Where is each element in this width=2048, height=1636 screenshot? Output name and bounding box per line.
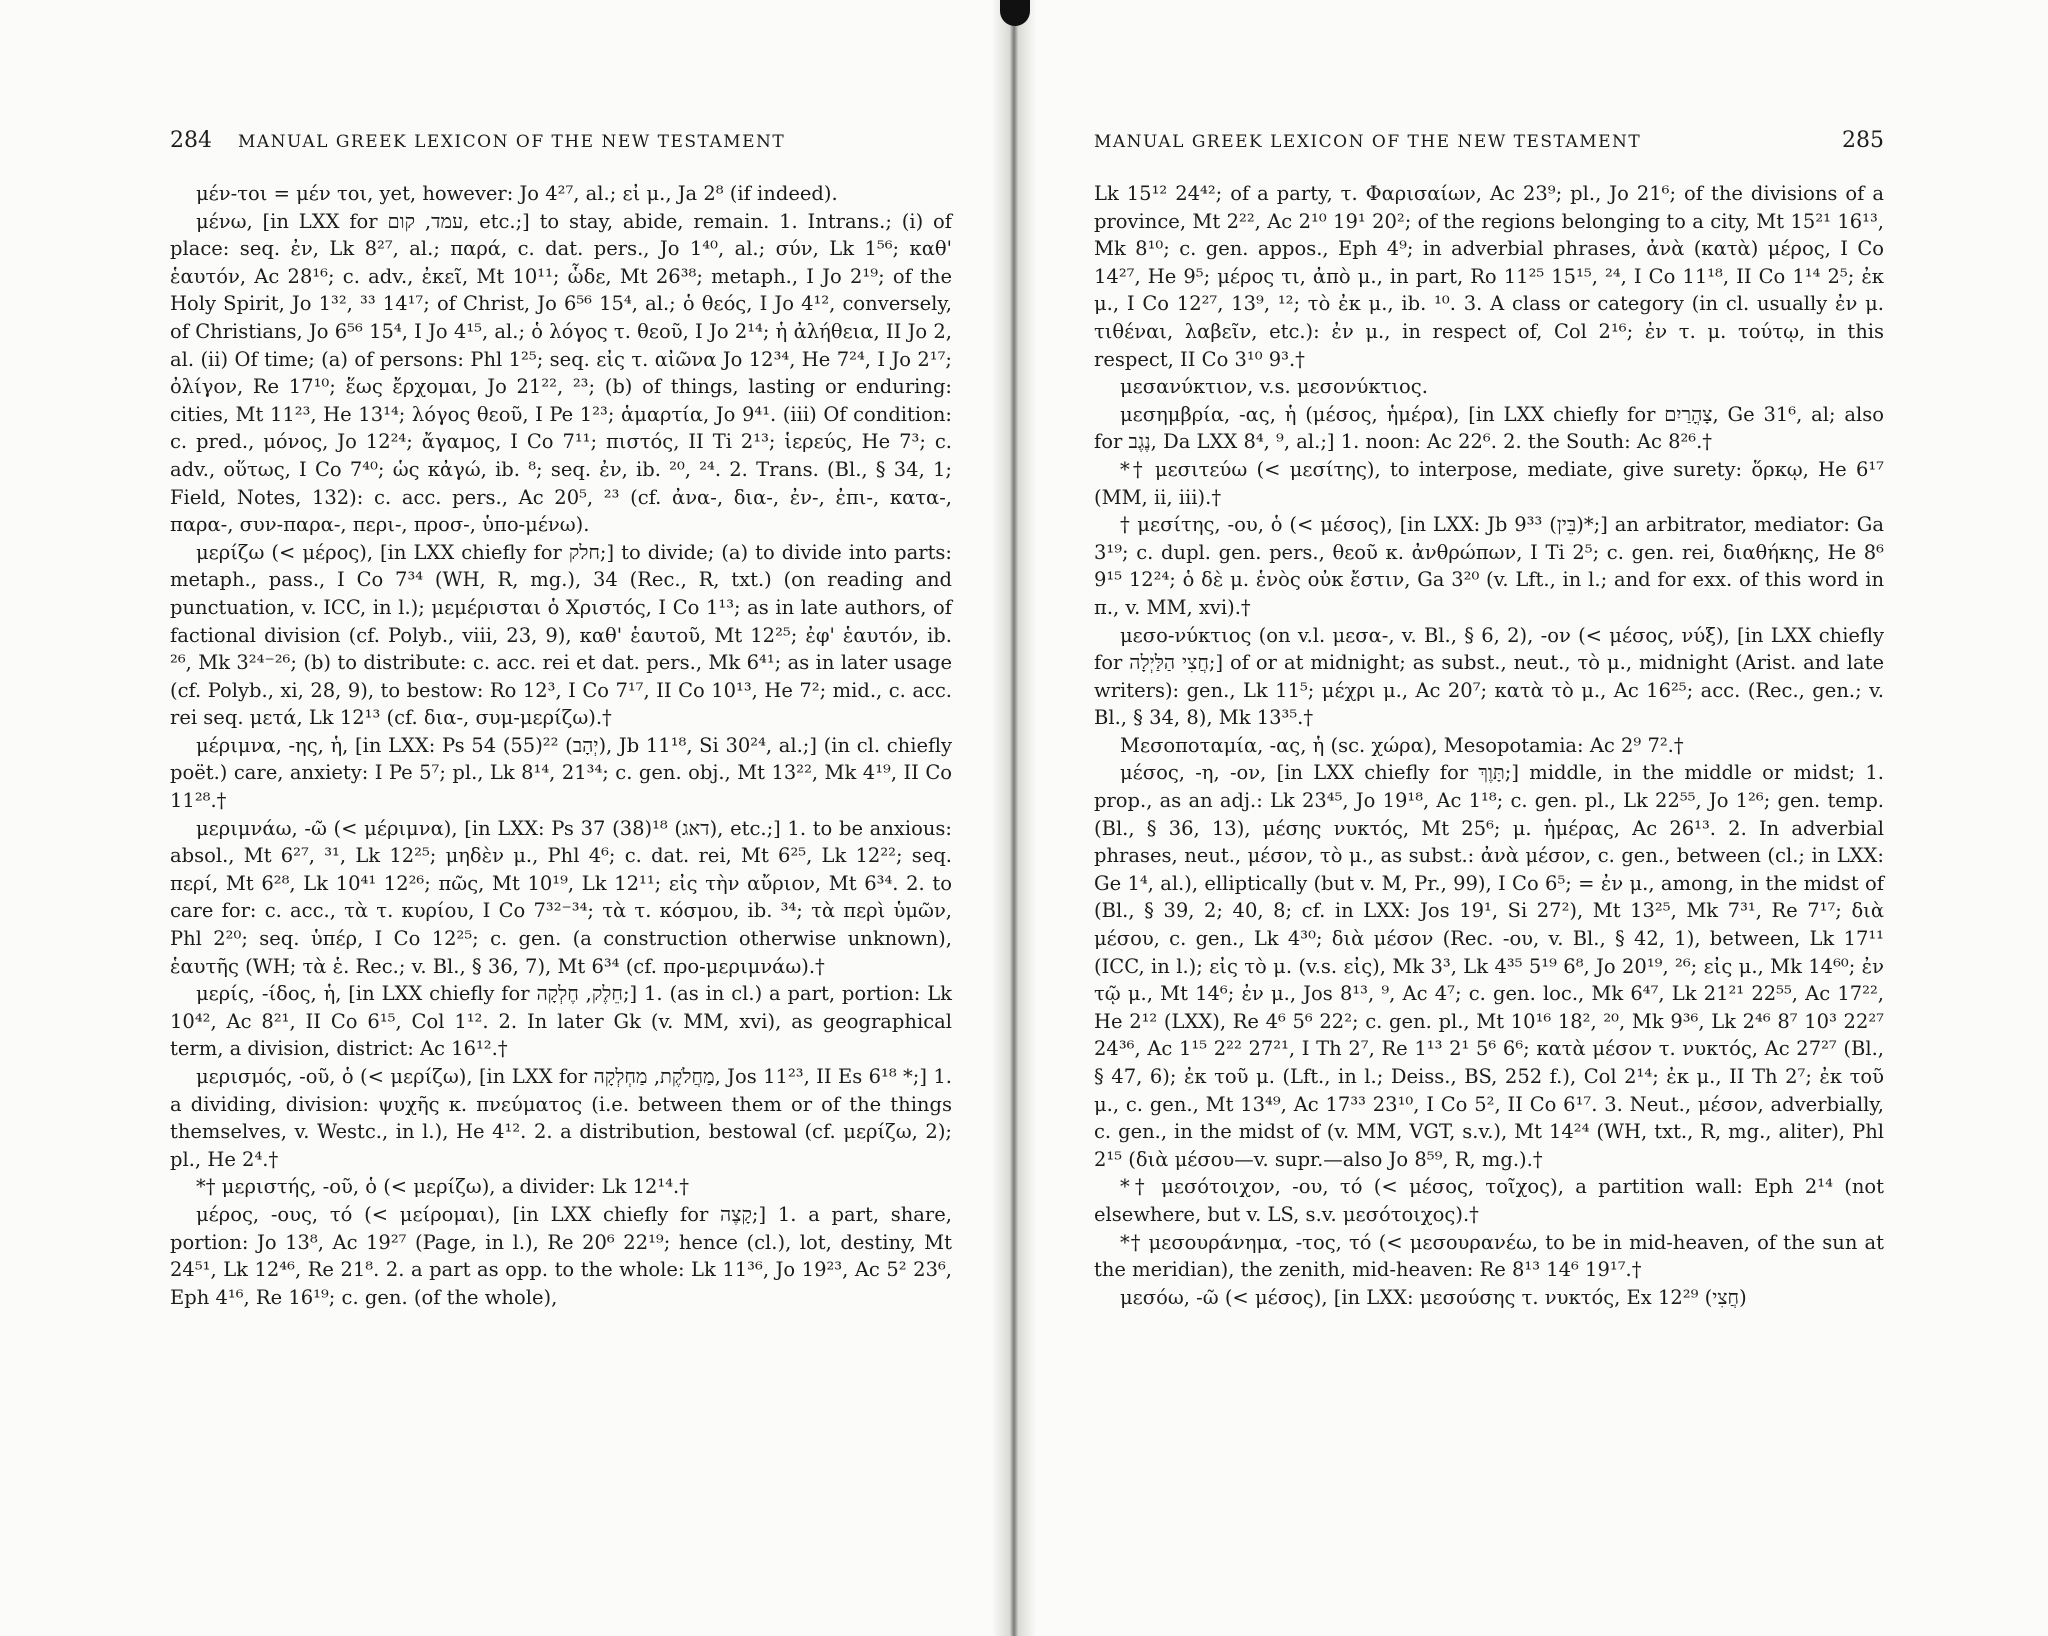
entry-mesonyktios: μεσο-νύκτιος (on v.l. μεσα-, v. Bl., § 6, 2), -ον (< μέσος, νύξ), [in LXX chiefly for חֲצִי הַלַּיְלָה;] of or at midnight; as subst., neut., τὸ μ., midnight (Arist. and late writers): gen., Lk 11⁵; μέχρι μ., Ac 20⁷; κατὰ τὸ μ., Ac 16²⁵; acc. (Rec., gen.; v. Bl., § 34, 8), Mk 13³⁵.† [1094, 623, 1884, 730]
entry-mesites: † μεσίτης, -ου, ὁ (< μέσος), [in LXX: Jb 9³³ (בֵּין)*;] an arbitrator, mediator: Ga 3¹⁹; c. dupl. gen. pers., θεοῦ κ. ἀνθρώπων, I Ti 2⁵; c. gen. rei, διαθήκης, He 8⁶ 9¹⁵ 12²⁴; ὁ δὲ μ. ἑνὸς οὐκ ἔστιν, Ga 3²⁰ (v. Lft., in l.; and for exx. of this word in π., v. MM, xvi).† [1094, 513, 1884, 619]
right-running-head [1094, 128, 1884, 162]
entry-meros-cont: Lk 15¹² 24⁴²; of a party, τ. Φαρισαίων, Ac 23⁹; pl., Jo 21⁶; of the divisions of a province, Mt 2²², Ac 2¹⁰ 19¹ 20²; of the regions belonging to a city, Mt 15²¹ 16¹³, Mk 8¹⁰; c. gen. appos., Eph 4⁹; in adverbial phrases, ἀνὰ (κατὰ) μέρος, I Co 14²⁷, He 9⁵; μέρος τι, ἀπὸ μ., in part, Ro 11²⁵ 15¹⁵, ²⁴, I Co 11¹⁸, II Co 1¹⁴ 2⁵; ἐκ μ., I Co 12²⁷, 13⁹, ¹²; τὸ ἐκ μ., ib. ¹⁰. 3. A class or category (in cl. usually ἐν μ. τιθέναι, λαβεῖν, etc.): ἐν μ., in respect of, Col 2¹⁶; ἐν τ. μ. τούτῳ, in this respect, II Co 3¹⁰ 9³.† [1094, 182, 1884, 371]
right-column [1094, 180, 1884, 1311]
right-page-number: 285 [1842, 128, 1884, 153]
left-running-head [170, 128, 930, 162]
entry-meros: μέρος, -ους, τό (< μείρομαι), [in LXX chiefly for קָצֶה;] 1. a part, share, portion: Jo 13⁸, Ac 19²⁷ (Page, in l.), Re 20⁶ 22¹⁹; hence (cl.), lot, destiny, Mt 24⁵¹, Lk 12⁴⁶, Re 21⁸. 2. a part as opp. to the whole: Lk 11³⁶, Jo 19²³, Ac 5² 23⁶, Eph 4¹⁶, Re 16¹⁹; c. gen. (of the whole), [170, 1202, 952, 1309]
left-page [0, 0, 1010, 1636]
left-page-number: 284 [170, 128, 212, 153]
entry-mesos: μέσος, -η, -ον, [in LXX chiefly for תָּוֶךְ;] middle, in the middle or midst; 1. prop., as an adj.: Lk 23⁴⁵, Jo 19¹⁸, Ac 1¹⁸; c. gen. pl., Lk 22⁵⁵, Jo 1²⁶; gen. temp. (Bl., § 36, 13), μέσης νυκτός, Mt 25⁶; μ. ἡμέρας, Ac 26¹³. 2. In adverbial phrases, neut., μέσον, τὸ μ., as subst.: ἀνὰ μέσον, c. gen., between (cl.; in LXX: Ge 1⁴, al.), elliptically (but v. M, Pr., 99), I Co 6⁵; = ἐν μ., among, in the midst of (Bl., § 39, 2; 40, 8; cf. in LXX: Jos 19¹, Si 27²), Mt 13²⁵, Mk 7³¹, Re 7¹⁷; διὰ μέσου, c. gen., Lk 4³⁰; διὰ μέσον (Rec. -ου, v. Bl., § 42, 1), between, Lk 17¹¹ (ICC, in l.); εἰς τὸ μ. (v.s. εἰς), Mk 3³, Lk 4³⁵ 5¹⁹ 6⁸, Jo 20¹⁹, ²⁶; εἰς μ., Mk 14⁶⁰; ἐν τῷ μ., Mt 14⁶; ἐν μ., Jos 8¹³, ⁹, Ac 4⁷; c. gen. loc., Mk 6⁴⁷, Lk 21²¹ 22⁵⁵, Ac 17²², He 2¹² (LXX), Re 4⁶ 5⁶ 22²; c. gen. pl., Mt 10¹⁶ 18², ²⁰, Mk 9³⁶, Lk 2⁴⁶ 8⁷ 10³ 22²⁷ 24³⁶, Ac 1¹⁵ 2²² 27²¹, I Th 2⁷, Re 1¹³ 2¹ 5⁶ 6⁶; κατὰ μέσον τ. νυκτός, Ac 27²⁷ (Bl., § 47, 6); ἐκ τοῦ μ. (Lft., in l.; Deiss., BS, 252 f.), Col 2¹⁴; ἐκ μ., II Th 2⁷; ἐκ τοῦ μ., c. gen., Mt 13⁴⁹, Ac 17³³ 23¹⁰, I Co 5², II Co 6¹⁷. 3. Neut., μέσον, adverbially, c. gen., in the midst of (v. MM, VGT, s.v.), Mt 14²⁴ (WH, txt., R, mg., aliter), Phl 2¹⁵ (διὰ μέσου—v. supr.—also Jo 8⁵⁹, R, mg.).† [1094, 761, 1884, 1171]
entry-meristes: *† μεριστής, -οῦ, ὁ (< μερίζω), a divider: Lk 12¹⁴.† [196, 1175, 689, 1199]
entry-meris: μερίς, -ίδος, ἡ, [in LXX chiefly for חֵלֶק, חֶלְקָה;] 1. (as in cl.) a part, portion: Lk 10⁴², Ac 8²¹, II Co 6¹⁵, Col 1¹². 2. In later Gk (v. MM, xvi), as geographical term, a division, district: Ac 16¹².† [170, 982, 952, 1061]
entry-meno: μένω, [in LXX for עמד, קום, etc.;] to stay, abide, remain. 1. Intrans.; (i) of place: seq. ἐν, Lk 8²⁷, al.; παρά, c. dat. pers., Jo 1⁴⁰, al.; σύν, Lk 1⁵⁶; καθ' ἑαυτόν, Ac 28¹⁶; c. adv., ἐκεῖ, Mt 10¹¹; ὧδε, Mt 26³⁸; metaph., I Jo 2¹⁹; of the Holy Spirit, Jo 1³², ³³ 14¹⁷; of Christ, Jo 6⁵⁶ 15⁴, al.; ὁ θεός, I Jo 4¹², conversely, of Christians, Jo 6⁵⁶ 15⁴, I Jo 4¹⁵, al.; ὁ λόγος τ. θεοῦ, I Jo 2¹⁴; ἡ ἀλήθεια, II Jo 2, al. (ii) Of time; (a) of persons: Phl 1²⁵; seq. εἰς τ. αἰῶνα Jo 12³⁴, He 7²⁴, I Jo 2¹⁷; ὀλίγον, Re 17¹⁰; ἕως ἔρχομαι, Jo 21²², ²³; (b) of things, lasting or enduring: cities, Mt 11²³, He 13¹⁴; λόγος θεοῦ, I Pe 1²³; ἁμαρτία, Jo 9⁴¹. (iii) Of condition: c. pred., μόνος, Jo 12²⁴; ἄγαμος, I Co 7¹¹; πιστός, II Ti 2¹³; ἱερεύς, He 7³; c. adv., οὕτως, I Co 7⁴⁰; ὡς κἀγώ, ib. ⁸; seq. ἐν, ib. ²⁰, ²⁴. 2. Trans. (Bl., § 34, 1; Field, Notes, 132): c. acc. pers., Ac 20⁵, ²³ (cf. ἀνα-, δια-, ἐν-, ἐπι-, κατα-, παρα-, συν-παρα-, περι-, προσ-, ὑπο-μένω). [170, 209, 953, 537]
entry-mesembria: μεσημβρία, -ας, ἡ (μέσος, ἡμέρα), [in LXX chiefly for צָהֳרַיִם, Ge 31⁶, al; also for נֶגֶב, Da LXX 8⁴, ⁹, al.;] 1. noon: Ac 22⁶. 2. the South: Ac 8²⁶.† [1094, 402, 1884, 454]
entry-merizo: μερίζω (< μέρος), [in LXX chiefly for חלק;] to divide; (a) to divide into parts: metaph., pass., I Co 7³⁴ (WH, R, mg.), 34 (Rec., R, txt.) (on reading and punctuation, v. ICC, in l.); μεμέρισται ὁ Χριστός, I Co 1¹³; as in late authors, of factional division (cf. Polyb., viii, 23, 9), καθ' ἑαυτοῦ, Mt 12²⁵; ἐφ' ἑαυτόν, ib. ²⁶, Mk 3²⁴⁻²⁶; (b) to distribute: c. acc. rei et dat. pers., Mk 6⁴¹; as in later usage (cf. Polyb., xi, 28, 9), to bestow: Ro 12³, I Co 7¹⁷, II Co 10¹³, He 7²; mid., c. acc. rei seq. μετά, Lk 12¹³ (cf. δια-, συμ-μερίζω).† [170, 540, 952, 730]
entry-mesanyktion: μεσανύκτιον, v.s. μεσονύκτιος. [1120, 375, 1428, 399]
book-gutter [992, 0, 1036, 1636]
entry-mesiteuo: *† μεσιτεύω (< μεσίτης), to interpose, mediate, give surety: ὅρκῳ, He 6¹⁷ (MM, ii, iii).† [1094, 457, 1884, 509]
entry-mesotoichon: *† μεσότοιχον, -ου, τό (< μέσος, τοῖχος), a partition wall: Eph 2¹⁴ (not elsewhere, but v. LS, s.v. μεσότοιχος).† [1094, 1175, 1884, 1226]
left-running-title: MANUAL GREEK LEXICON OF THE NEW TESTAMENT [238, 132, 786, 152]
entry-mesoo: μεσόω, -ῶ (< μέσος), [in LXX: μεσούσης τ. νυκτός, Ex 12²⁹ (חֲצִי) [1120, 1285, 1747, 1309]
left-column [170, 180, 952, 1311]
entry-merimna: μέριμνα, -ης, ἡ, [in LXX: Ps 54 (55)²² (יְהָב), Jb 11¹⁸, Si 30²⁴, al.;] (in cl. chiefly poët.) care, anxiety: I Pe 5⁷; pl., Lk 8¹⁴, 21³⁴; c. gen. obj., Mt 13²², Mk 4¹⁹, II Co 11²⁸.† [170, 733, 953, 813]
entry-merimnao: μεριμνάω, -ῶ (< μέριμνα), [in LXX: Ps 37 (38)¹⁸ (דאג), etc.;] 1. to be anxious: absol., Mt 6²⁷, ³¹, Lk 12²⁵; μηδὲν μ., Phl 4⁶; c. dat. rei, Mt 6²⁵, Lk 12²²; seq. περί, Mt 6²⁸, Lk 10⁴¹ 12²⁶; πῶς, Mt 10¹⁹, Lk 12¹¹; εἰς τὴν αὔριον, Mt 6³⁴. 2. to care for: c. acc., τὰ τ. κυρίου, I Co 7³²⁻³⁴; τὰ τ. κόσμου, ib. ³⁴; τὰ περὶ ὑμῶν, Phl 2²⁰; seq. ὑπέρ, I Co 12²⁵; c. gen. (a construction otherwise unknown), ἑαυτῆς (WH; τὰ ἑ. Rec.; v. Bl., § 36, 7), Mt 6³⁴ (cf. προ-μεριμνάω).† [170, 816, 952, 978]
entry-mesopotamia: Μεσοποταμία, -ας, ἡ (sc. χώρα), Mesopotamia: Ac 2⁹ 7².† [1120, 733, 1684, 757]
right-page [1010, 0, 2048, 1636]
entry-mesouranema: *† μεσουράνημα, -τος, τό (< μεσουρανέω, to be in mid-heaven, of the sun at the meridian), the zenith, mid-heaven: Re 8¹³ 14⁶ 19¹⁷.† [1094, 1230, 1884, 1282]
entry-merismos: μερισμός, -οῦ, ὁ (< μερίζω), [in LXX for מַחֲלֹקֶת, מַחְלְקָה, Jos 11²³, II Es 6¹⁸ *;] 1. a dividing, division: ψυχῆς κ. πνεύματος (i.e. between them or of the things themselves, v. Westc., in l.), He 4¹². 2. a distribution, bestowal (cf. μερίζω, 2); pl., He 2⁴.† [170, 1065, 952, 1171]
right-running-title: MANUAL GREEK LEXICON OF THE NEW TESTAMENT [1094, 132, 1642, 152]
entry-men-toi: μέν-τοι = μέν τοι, yet, however: Jo 4²⁷, al.; εἰ μ., Ja 2⁸ (if indeed). [196, 182, 838, 205]
